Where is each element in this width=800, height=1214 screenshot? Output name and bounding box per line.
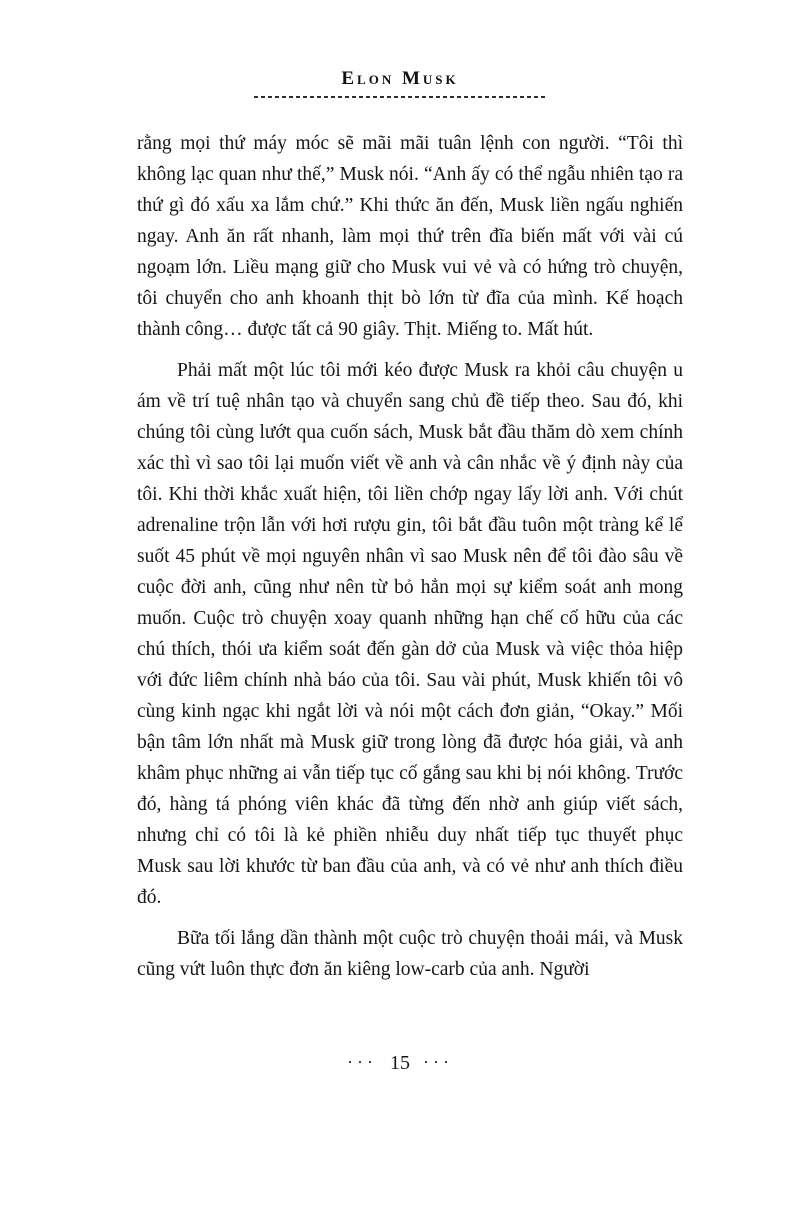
paragraph: Phải mất một lúc tôi mới kéo được Musk ra khỏi câu chuyện u ám về trí tuệ nhân tạo và chuyển sang chủ đề tiếp theo. Sau đó, khi chúng tôi cùng lướt qua cuốn sách, Musk bắt đầu thăm dò xem chính xác thì vì sao tôi lại muốn viết về anh và cân nhắc về ý định này của tôi. Khi thời khắc xuất hiện, tôi liền chớp ngay lấy lời anh. Với chút adrenaline trộn lẫn với hơi rượu gin, tôi bắt đầu tuôn một tràng kể lể suốt 45 phút về mọi nguyên nhân vì sao Musk nên để tôi đào sâu về cuộc đời anh, cũng như nên từ bỏ hẳn mọi sự kiểm soát anh mong muốn. Cuộc trò chuyện xoay quanh những hạn chế cố hữu của các chú thích, thói ưa kiểm soát đến gàn dở của Musk và việc thỏa hiệp với đức liêm chính nhà báo của tôi. Sau vài phút, Musk khiến tôi vô cùng kinh ngạc khi ngắt lời và nói một cách đơn giản, “Okay.” Mối bận tâm lớn nhất mà Musk giữ trong lòng đã được hóa giải, và anh khâm phục những ai vẫn tiếp tục cố gắng sau khi bị nói không. Trước đó, hàng tá phóng viên khác đã từng đến nhờ anh giúp viết sách, nhưng chỉ có tôi là kẻ phiền nhiễu duy nhất tiếp tục thuyết phục Musk sau lời khước từ ban đầu của anh, và có vẻ như anh thích điều đó.	[137, 360, 683, 908]
footer-decoration-left: ···	[347, 1052, 377, 1072]
footer-decoration-right: ···	[423, 1052, 453, 1072]
header-dashed-rule	[254, 96, 546, 98]
paragraph: rằng mọi thứ máy móc sẽ mãi mãi tuân lệnh con người. “Tôi thì không lạc quan như thế,” Musk nói. “Anh ấy có thể ngẫu nhiên tạo ra thứ gì đó xấu xa lắm chứ.” Khi thức ăn đến, Musk liền ngấu nghiến ngay. Anh ăn rất nhanh, làm mọi thứ trên đĩa biến mất với vài cú ngoạm lớn. Liều mạng giữ cho Musk vui vẻ và có hứng trò chuyện, tôi chuyển cho anh khoanh thịt bò lớn từ đĩa của mình. Kế hoạch thành công… được tất cả 90 giây. Thịt. Miếng to. Mất hút.	[137, 133, 683, 340]
body-text	[137, 128, 683, 985]
paragraph: Bữa tối lắng dần thành một cuộc trò chuyện thoải mái, và Musk cũng vứt luôn thực đơn ăn kiêng low-carb của anh. Người	[137, 928, 683, 980]
page-footer	[0, 1052, 800, 1075]
page-header	[0, 68, 800, 98]
page-number: 15	[390, 1052, 410, 1074]
running-title: Elon Musk	[341, 68, 459, 89]
